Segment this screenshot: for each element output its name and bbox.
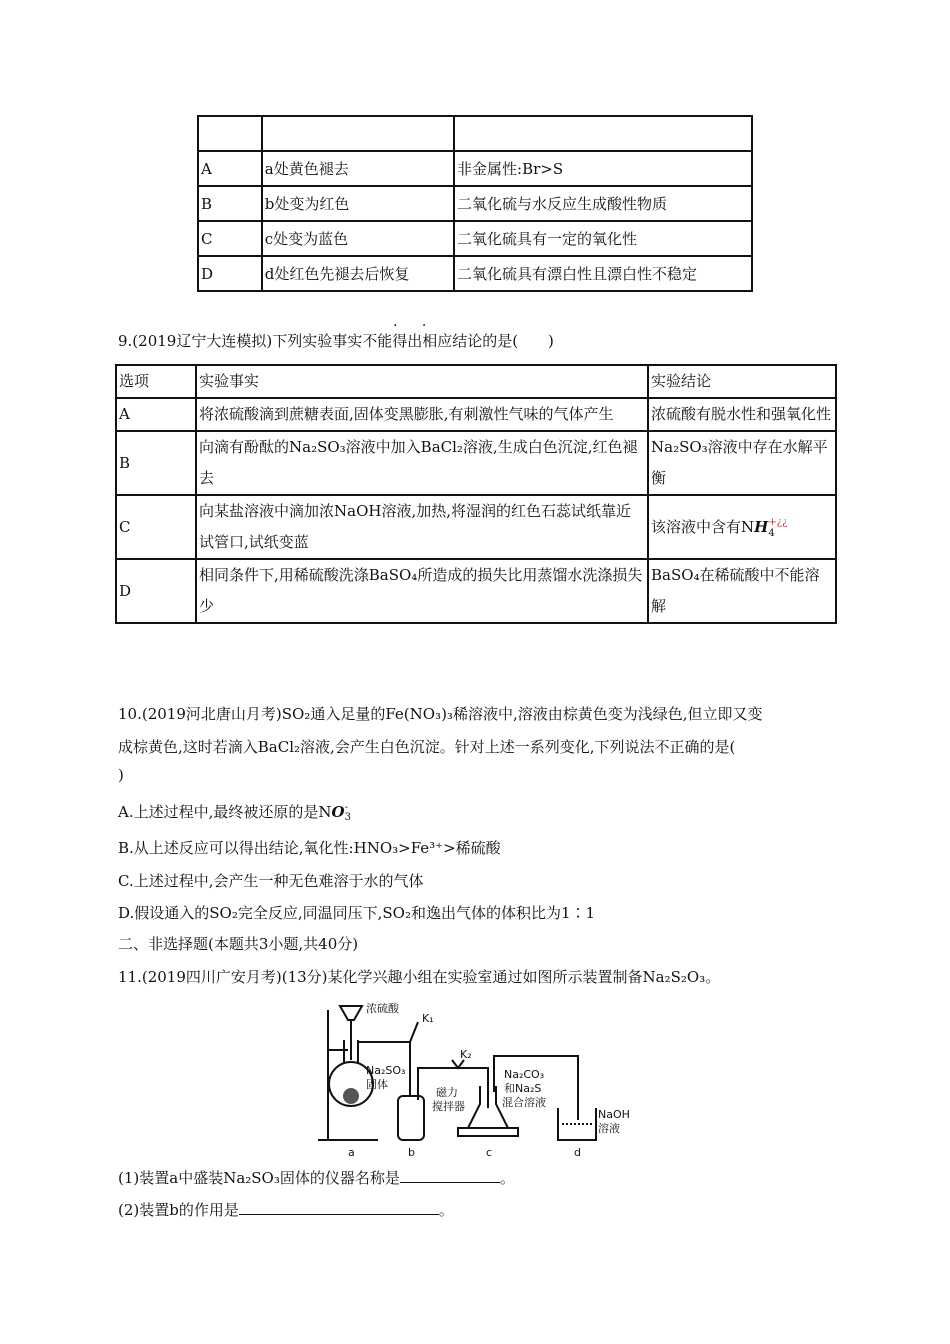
emphasis-dots: · · bbox=[393, 318, 437, 334]
label-mix-2: 和Na₂S bbox=[504, 1082, 542, 1095]
cell-conclusion: BaSO₄在稀硫酸中不能溶解 bbox=[648, 559, 836, 623]
cell-fact: 向某盐溶液中滴加浓NaOH溶液,加热,将湿润的红色石蕊试纸靠近试管口,试纸变蓝 bbox=[196, 495, 648, 559]
q10-option-a bbox=[118, 801, 351, 823]
cell-conclusion: 浓硫酸有脱水性和强氧化性 bbox=[648, 398, 836, 431]
cell-fact: 相同条件下,用稀硫酸洗涤BaSO₄所造成的损失比用蒸馏水洗涤损失少 bbox=[196, 559, 648, 623]
ion-charge: - bbox=[344, 802, 348, 813]
cell-option: B bbox=[198, 186, 262, 221]
table-row bbox=[116, 495, 836, 559]
label-solid: 固体 bbox=[366, 1078, 388, 1091]
label-c: c bbox=[486, 1146, 493, 1159]
table-row bbox=[198, 186, 752, 221]
q9-table bbox=[115, 364, 837, 624]
cell-option bbox=[198, 116, 262, 151]
answer-blank[interactable] bbox=[239, 1198, 439, 1215]
table-row bbox=[116, 431, 836, 495]
section-heading: 二、非选择题(本题共3小题,共40分) bbox=[118, 935, 359, 953]
q8-table bbox=[197, 115, 753, 292]
label-naoh: NaOH bbox=[598, 1108, 630, 1121]
answer-blank[interactable] bbox=[400, 1166, 500, 1183]
label-mix-3: 混合溶液 bbox=[502, 1096, 546, 1109]
cell-conclusion: 二氧化硫与水反应生成酸性物质 bbox=[454, 186, 752, 221]
sub2-text: (2)装置b的作用是 bbox=[118, 1201, 239, 1219]
cell-conclusion: 非金属性:Br>S bbox=[454, 151, 752, 186]
cell-phenomenon: b处变为红色 bbox=[262, 186, 454, 221]
ion-subscript: 4 bbox=[768, 527, 775, 539]
q10-option-c: C.上述过程中,会产生一种无色难溶于水的气体 bbox=[118, 872, 424, 890]
ion-charge: +¿¿ bbox=[768, 516, 788, 528]
sub1-suffix: 。 bbox=[499, 1169, 515, 1187]
cell-conclusion bbox=[454, 116, 752, 151]
cell-option: C bbox=[116, 495, 196, 559]
q11-sub1 bbox=[118, 1166, 515, 1188]
label-b: b bbox=[408, 1146, 415, 1159]
sub1-text: (1)装置a中盛装Na₂SO₃固体的仪器名称是 bbox=[118, 1169, 400, 1187]
table-row bbox=[198, 256, 752, 291]
k1-branch bbox=[410, 1022, 418, 1042]
cell-phenomenon: d处红色先褪去后恢复 bbox=[262, 256, 454, 291]
cell-phenomenon: c处变为蓝色 bbox=[262, 221, 454, 256]
table-row bbox=[198, 116, 752, 151]
option-a-text: A.上述过程中,最终被还原的是N bbox=[118, 803, 332, 821]
cell-phenomenon bbox=[262, 116, 454, 151]
dropping-funnel bbox=[340, 1006, 362, 1020]
magnetic-stirrer bbox=[458, 1128, 518, 1136]
label-d: d bbox=[574, 1146, 581, 1159]
q10-title-line2: 成棕黄色,这时若滴入BaCl₂溶液,会产生白色沉淀。针对上述一系列变化,下列说法不正确的是( bbox=[118, 738, 736, 756]
ion-subscript: 3 bbox=[344, 812, 351, 823]
q10-title-line3: ) bbox=[118, 766, 124, 784]
header-fact: 实验事实 bbox=[196, 365, 648, 398]
table-header-row bbox=[116, 365, 836, 398]
ion-symbol: H bbox=[754, 517, 769, 536]
table-row bbox=[116, 559, 836, 623]
label-stirrer-1: 磁力 bbox=[436, 1086, 458, 1099]
cell-phenomenon: a处黄色褪去 bbox=[262, 151, 454, 186]
cell-option: A bbox=[198, 151, 262, 186]
q10-option-b: B.从上述反应可以得出结论,氧化性:HNO₃>Fe³⁺>稀硫酸 bbox=[118, 839, 501, 857]
q11-title: 11.(2019四川广安月考)(13分)某化学兴趣小组在实验室通过如图所示装置制备Na₂S₂O₃。 bbox=[118, 968, 721, 986]
cell-option: D bbox=[116, 559, 196, 623]
cell-option: D bbox=[198, 256, 262, 291]
q10-option-d: D.假设通入的SO₂完全反应,同温同压下,SO₂和逸出气体的体积比为1∶1 bbox=[118, 904, 596, 922]
na2so3-solid bbox=[343, 1088, 359, 1104]
label-k2: K₂ bbox=[460, 1048, 472, 1061]
label-acid: 浓硫酸 bbox=[366, 1002, 399, 1015]
label-k1: K₁ bbox=[422, 1012, 434, 1025]
label-mix-1: Na₂CO₃ bbox=[504, 1068, 545, 1081]
header-option: 选项 bbox=[116, 365, 196, 398]
cell-option: C bbox=[198, 221, 262, 256]
cell-option: B bbox=[116, 431, 196, 495]
cell-conclusion bbox=[648, 495, 836, 559]
q9-title: 9.(2019辽宁大连模拟)下列实验事实不能得出相应结论的是( ) bbox=[118, 332, 554, 350]
k2-valve bbox=[452, 1060, 464, 1068]
cell-conclusion: 二氧化硫具有一定的氧化性 bbox=[454, 221, 752, 256]
q11-sub2 bbox=[118, 1198, 454, 1220]
apparatus-figure bbox=[318, 1000, 640, 1160]
label-na2so3: Na₂SO₃ bbox=[366, 1064, 406, 1077]
cell-fact: 向滴有酚酞的Na₂SO₃溶液中加入BaCl₂溶液,生成白色沉淀,红色褪去 bbox=[196, 431, 648, 495]
bottle-b bbox=[398, 1096, 424, 1140]
label-a: a bbox=[348, 1146, 355, 1159]
table-row bbox=[116, 398, 836, 431]
q10-title-line1: 10.(2019河北唐山月考)SO₂通入足量的Fe(NO₃)₃稀溶液中,溶液由棕黄色变为浅绿色,但立即又变 bbox=[118, 705, 763, 723]
cell-option: A bbox=[116, 398, 196, 431]
cell-fact: 将浓硫酸滴到蔗糖表面,固体变黑膨胀,有刺激性气味的气体产生 bbox=[196, 398, 648, 431]
label-naoh-solution: 溶液 bbox=[598, 1122, 620, 1135]
table-row bbox=[198, 221, 752, 256]
header-conclusion: 实验结论 bbox=[648, 365, 836, 398]
conclusion-text: 该溶液中含有N bbox=[651, 517, 755, 536]
table-row bbox=[198, 151, 752, 186]
label-stirrer-2: 搅拌器 bbox=[432, 1100, 465, 1113]
ion-symbol: O bbox=[331, 803, 345, 821]
cell-conclusion: Na₂SO₃溶液中存在水解平衡 bbox=[648, 431, 836, 495]
cell-conclusion: 二氧化硫具有漂白性且漂白性不稳定 bbox=[454, 256, 752, 291]
sub2-suffix: 。 bbox=[438, 1201, 454, 1219]
